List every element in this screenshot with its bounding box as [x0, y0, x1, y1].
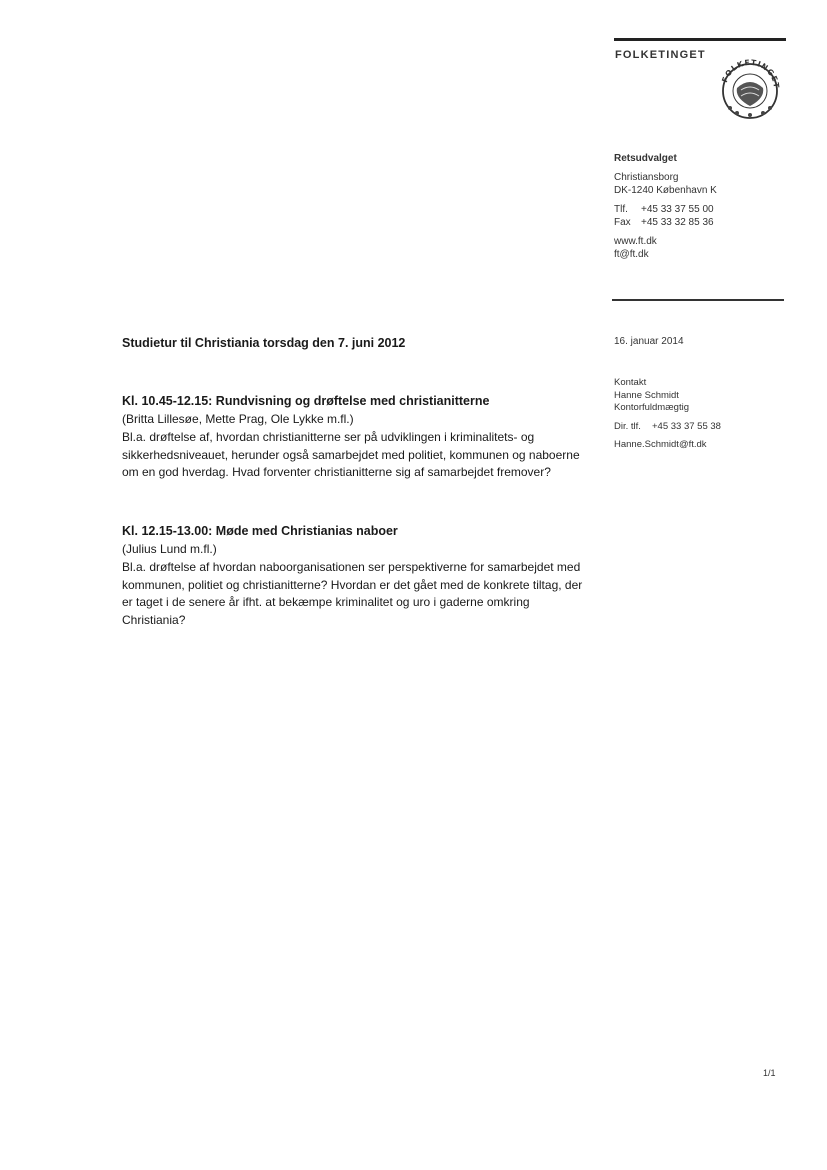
contact-heading: Kontakt	[614, 377, 647, 388]
direct-phone-row	[614, 421, 721, 434]
contact-email-link[interactable]: Hanne.Schmidt@ft.dk	[614, 439, 707, 450]
section-body: Bl.a. drøftelse af, hvordan christianitterne ser på udviklingen i kriminalitets- og sikkerhedsniveauet, herunder også samarbejdet med politiet, kommunen og naboerne om en god hverdag. Hvad forventer christianitterne sig af samarbejdet fremover?	[122, 430, 580, 479]
address-line: Christiansborg	[614, 172, 679, 183]
phone-label: Tlf.	[614, 204, 628, 215]
section-heading: Kl. 10.45-12.15: Rundvisning og drøftelse med christianitterne	[122, 394, 490, 408]
website-link[interactable]: www.ft.dk	[614, 236, 657, 247]
direct-phone-value: +45 33 37 55 38	[652, 420, 721, 432]
sender-info	[614, 152, 814, 261]
fax-row	[614, 216, 814, 229]
phone-row	[614, 203, 814, 216]
document-title: Studietur til Christiania torsdag den 7. juni 2012	[122, 336, 406, 350]
phone-value: +45 33 37 55 00	[641, 204, 714, 215]
header-rule	[614, 38, 786, 41]
direct-phone-label: Dir. tlf.	[614, 420, 641, 432]
contact-name: Hanne Schmidt	[614, 389, 679, 401]
svg-text:FOLKETINGET: FOLKETINGET	[720, 58, 782, 90]
agenda-section	[122, 394, 592, 482]
contact-role: Kontorfuldmægtig	[614, 402, 689, 413]
address-line: DK-1240 København K	[614, 185, 717, 196]
section-body: Bl.a. drøftelse af hvordan naboorganisationen ser perspektiverne for samarbejdet med kommunen, politiet og christianitterne? Hvordan er det gået med de konkrete tiltag, der er taget i de senere år ifht. at bekæmpe kriminalitet og uro i gaderne omkring Christiania?	[122, 560, 583, 627]
fax-value: +45 33 32 85 36	[641, 217, 714, 228]
folketinget-seal-logo	[715, 58, 785, 120]
contact-block	[614, 377, 721, 452]
agenda-section	[122, 524, 592, 629]
committee-name: Retsudvalget	[614, 153, 677, 164]
fax-label: Fax	[614, 217, 631, 228]
section-heading: Kl. 12.15-13.00: Møde med Christianias naboer	[122, 524, 398, 538]
email-link[interactable]: ft@ft.dk	[614, 249, 649, 260]
org-name: FOLKETINGET	[615, 49, 706, 61]
document-body	[122, 336, 592, 627]
sidebar-divider	[612, 299, 784, 301]
page-number: 1/1	[763, 1068, 776, 1078]
section-participants: (Britta Lillesøe, Mette Prag, Ole Lykke m.fl.)	[122, 412, 354, 426]
letter-date: 16. januar 2014	[614, 336, 684, 347]
section-participants: (Julius Lund m.fl.)	[122, 542, 217, 556]
